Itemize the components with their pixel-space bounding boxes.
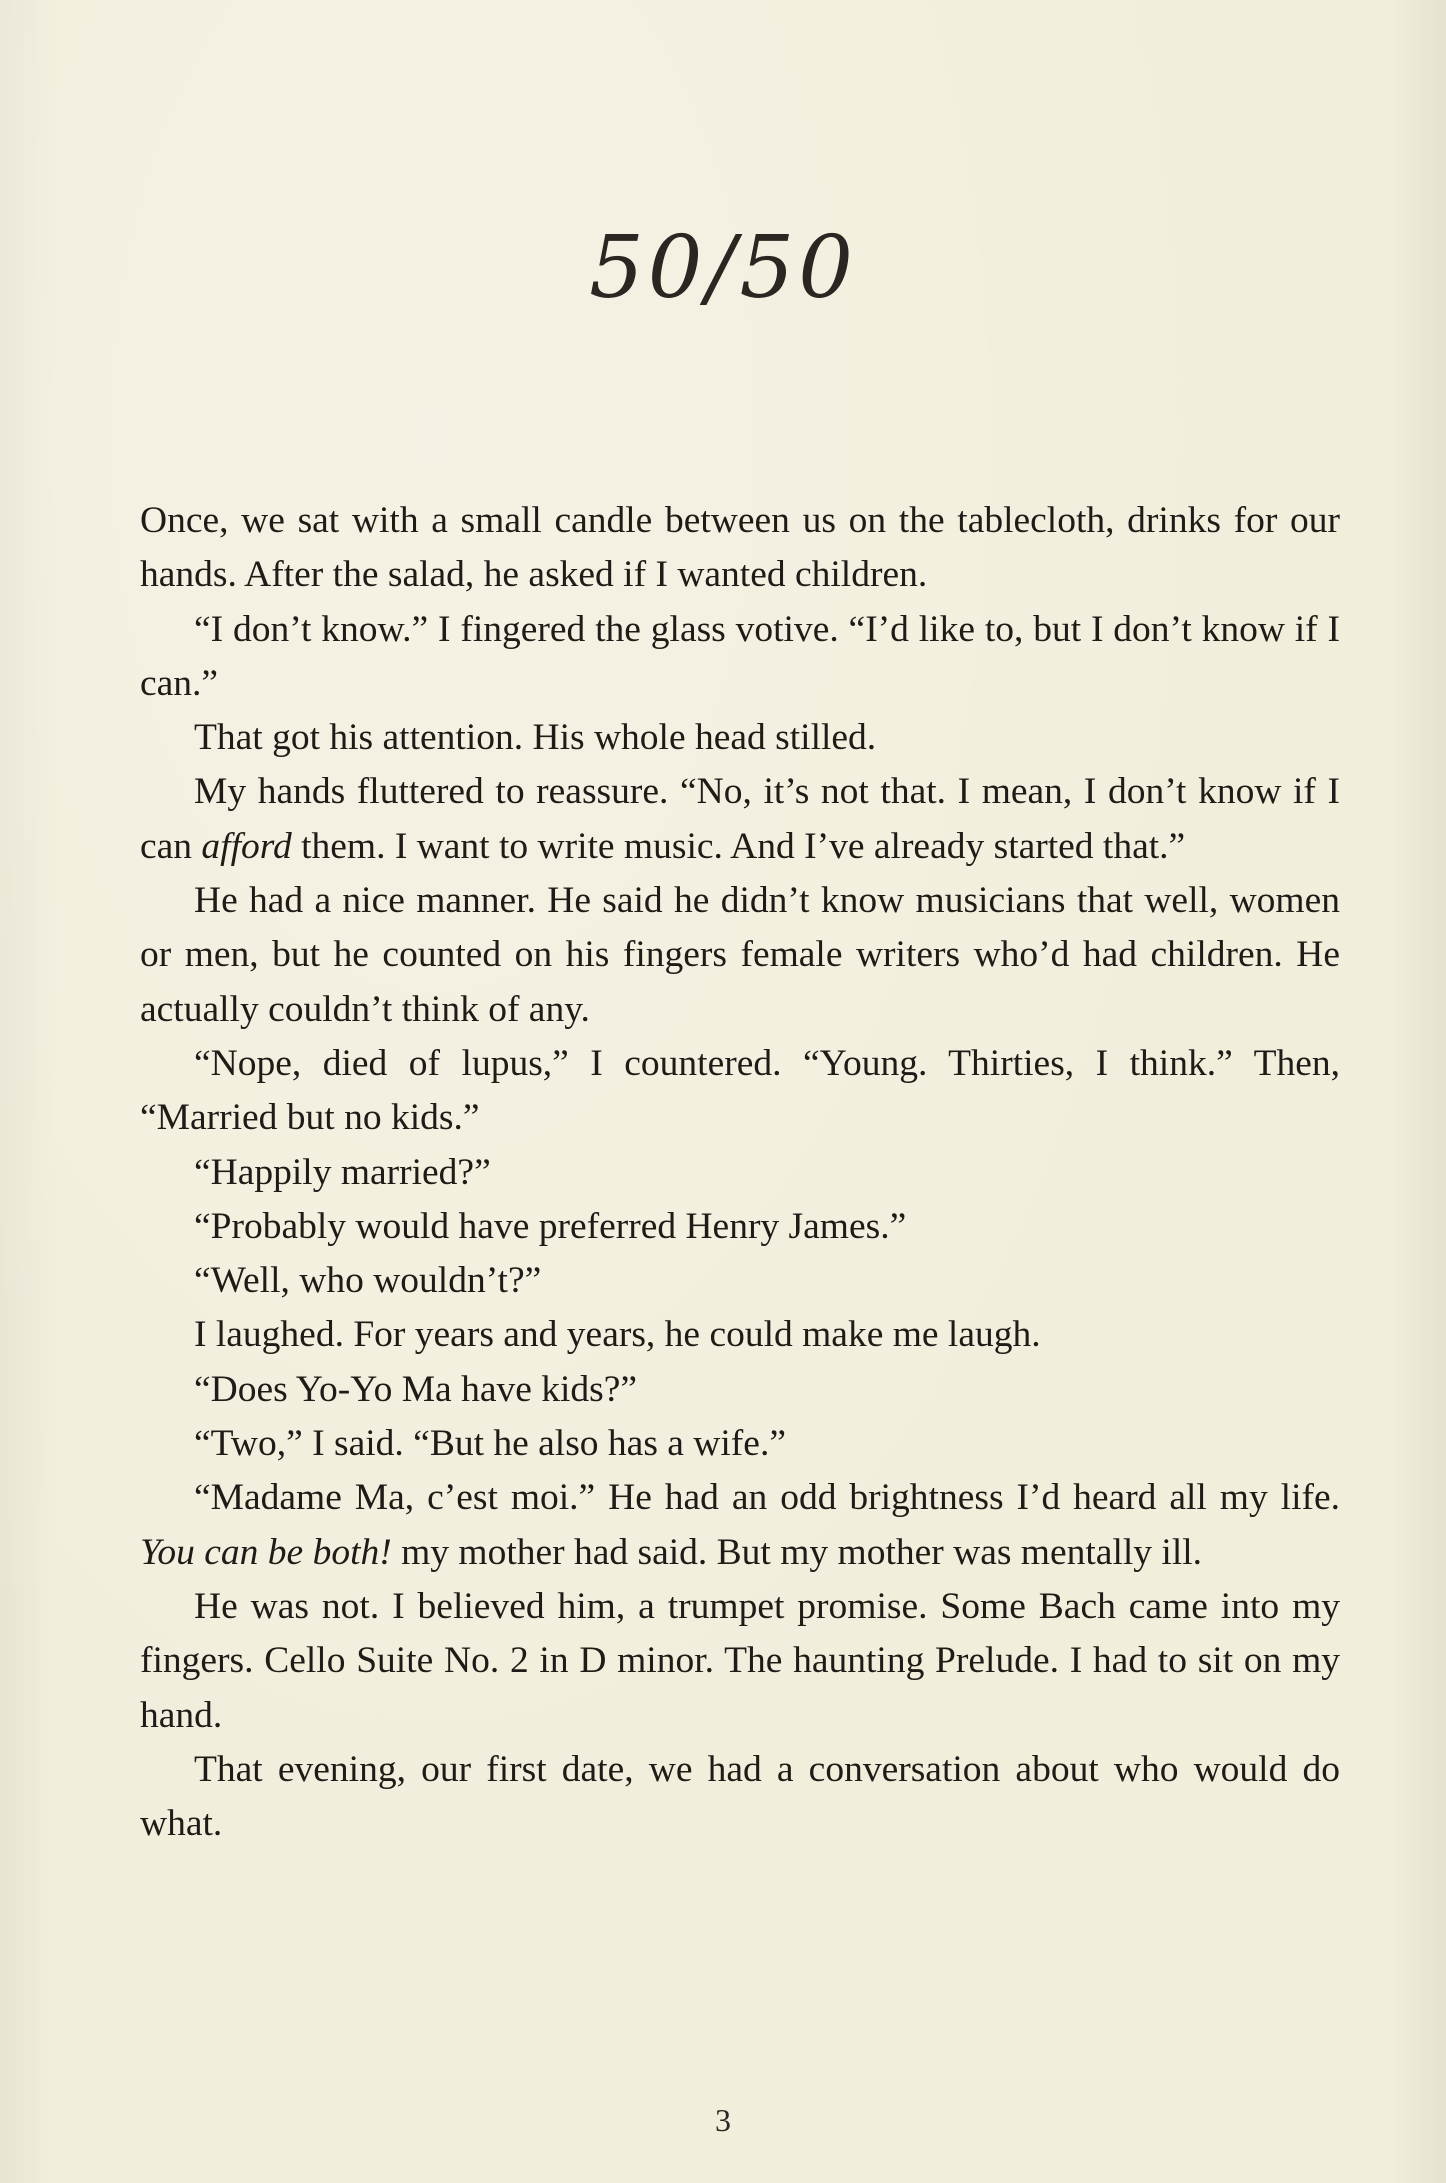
- text-run: That evening, our first date, we had a conversation about who would do what.: [140, 1748, 1340, 1845]
- text-run: “Well, who wouldn’t?”: [194, 1260, 542, 1302]
- paragraph: [140, 1037, 1340, 1146]
- paragraph: [140, 711, 1340, 765]
- text-run: I laughed. For years and years, he could make me laugh.: [194, 1314, 1041, 1356]
- text-run: “Happily married?”: [194, 1151, 491, 1193]
- text-run: That got his attention. His whole head stilled.: [194, 717, 877, 759]
- paragraph: [140, 494, 1340, 603]
- text-run: “Does Yo-Yo Ma have kids?”: [194, 1368, 638, 1410]
- paragraph: [140, 1254, 1340, 1308]
- text-run: “Nope, died of lupus,” I countered. “Young. Thirties, I think.” Then, “Married but no kids.”: [140, 1042, 1340, 1139]
- paragraph: [140, 1471, 1340, 1580]
- paragraph: [140, 874, 1340, 1037]
- paragraph: [140, 1363, 1340, 1417]
- paragraph: [140, 1417, 1340, 1471]
- paragraph: [140, 1200, 1340, 1254]
- paragraph: [140, 1146, 1340, 1200]
- paragraph: [140, 1743, 1340, 1852]
- chapter-title: 50/50: [589, 218, 857, 318]
- page-number: 3: [715, 2102, 731, 2138]
- italic-text: afford: [201, 825, 292, 867]
- paragraph: [140, 1580, 1340, 1743]
- text-run: “I don’t know.” I fingered the glass votive. “I’d like to, but I don’t know if I can.”: [140, 608, 1340, 704]
- body-text: [140, 494, 1340, 1851]
- paragraph: [140, 1308, 1340, 1362]
- text-run: My hands fluttered to reassure. “No, it’s not that. I mean, I don’t know if I can: [140, 771, 1340, 867]
- text-run: “Two,” I said. “But he also has a wife.”: [194, 1423, 786, 1465]
- text-run: He was not. I believed him, a trumpet promise. Some Bach came into my fingers. Cello Suite No. 2 in D minor. The haunting Prelude. I had to sit on my hand.: [140, 1585, 1340, 1736]
- text-run: my mother had said. But my mother was mentally ill.: [391, 1531, 1203, 1573]
- paragraph: [140, 765, 1340, 874]
- text-run: them. I want to write music. And I’ve already started that.”: [291, 825, 1186, 867]
- text-run: He had a nice manner. He said he didn’t know musicians that well, women or men, but he counted on his fingers female writers who’d had children. He actually couldn’t think of any.: [140, 880, 1340, 1030]
- paragraph: [140, 603, 1340, 712]
- text-run: Once, we sat with a small candle between us on the tablecloth, drinks for our hands. After the salad, he asked if I wanted children.: [140, 500, 1340, 596]
- text-run: “Madame Ma, c’est moi.” He had an odd brightness I’d heard all my life.: [194, 1477, 1340, 1519]
- italic-text: You can be both!: [140, 1531, 392, 1573]
- text-run: “Probably would have preferred Henry James.”: [194, 1205, 907, 1247]
